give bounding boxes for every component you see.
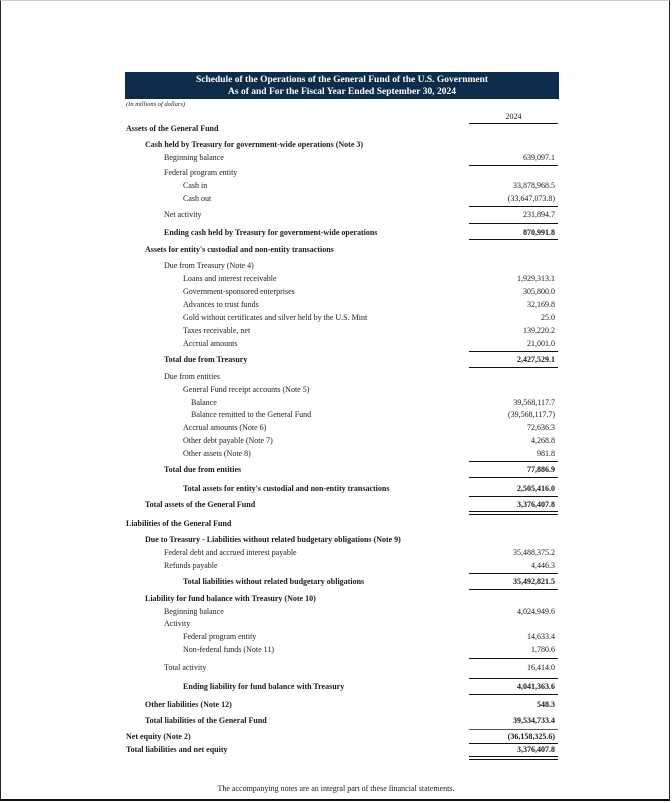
row-value: 39,568,117.7 [513,398,555,407]
table-row [1,560,671,572]
row-label: Accrual amounts [183,339,238,348]
row-label: Cash out [183,194,212,203]
row-value: 16,414.0 [527,663,555,672]
row-label: Activity [164,619,191,628]
row-label: Total due from Treasury [164,355,248,364]
underline [469,589,558,590]
row-value: 77,886.9 [527,465,555,474]
table-row [1,371,671,383]
table-row [1,167,671,179]
table-row [1,286,671,298]
table-row [1,448,671,460]
underline [469,223,558,224]
row-value: 14,633.4 [527,632,555,641]
row-label: Liabilities of the General Fund [126,519,232,528]
table-row [1,547,671,559]
row-label: Loans and interest receivable [183,274,277,283]
subsection-heading-fund-balance [1,593,671,605]
row-label: Total due from entities [164,465,242,474]
row-value: 870,991.8 [523,228,555,237]
double-underline [469,756,558,760]
row-value: 39,534,733.4 [513,716,555,725]
table-row [1,662,671,674]
row-value: 33,878,968.5 [513,181,555,190]
row-value: 3,376,407.8 [517,500,555,509]
row-label: Total liabilities without related budgetary obligations [183,577,365,586]
row-label: Total assets of the General Fund [145,500,256,509]
table-row [1,299,671,311]
table-row [1,193,671,205]
footer-note: The accompanying notes are an integral part of these financial statements. [217,784,455,793]
underline [469,678,558,679]
table-row [1,325,671,337]
row-label: Net equity (Note 2) [126,732,191,741]
row-value: 35,488,375.2 [513,548,555,557]
table-row [1,699,671,711]
row-label: Beginning balance [164,607,224,616]
row-label: Net activity [164,210,202,219]
table-row [1,273,671,285]
row-label: Government-sponsored enterprises [183,287,295,296]
double-underline [469,511,558,515]
row-value: 1,780.6 [531,645,555,654]
row-value: 4,024,949.6 [517,607,555,616]
row-value: (36,158,325.6) [507,732,555,741]
underline [469,461,558,462]
underline [469,239,558,240]
row-label: Cash in [183,181,208,190]
row-label: Federal debt and accrued interest payable [164,548,297,557]
underline [469,694,558,695]
column-header-year: 2024 [469,112,558,124]
section-heading-assets [1,123,671,135]
row-value: 2,427,529.1 [517,355,555,364]
row-value: 25.0 [541,313,555,322]
row-label: Liability for fund balance with Treasury (Note 10) [145,594,316,603]
row-value: (33,647,073.8) [507,194,555,203]
row-label: Beginning balance [164,153,224,162]
row-label: Balance [191,398,217,407]
row-value: 3,376,407.8 [517,745,555,754]
row-label: Total assets for entity's custodial and non-entity transactions [183,484,390,493]
table-row [1,152,671,164]
underline [469,367,558,368]
underline [469,496,558,497]
page-title: Schedule of the Operations of the General Fund of the U.S. Government [195,75,489,85]
table-row [1,312,671,324]
underline [469,165,558,166]
row-value: 32,169.8 [527,300,555,309]
row-value: 139,220.2 [523,326,555,335]
row-label: Assets of the General Fund [126,124,219,133]
table-row-total [1,681,671,693]
row-value: 4,446.3 [531,561,555,570]
row-label: Taxes receivable, net [183,326,251,335]
table-row [1,209,671,221]
row-label: Total activity [164,663,207,672]
table-row [1,397,671,409]
subsection-heading-cash [1,139,671,151]
table-row-grand-total [1,744,671,756]
row-label: Cash held by Treasury for government-wide operations (Note 3) [145,140,364,149]
row-value: (39,568,117.7) [507,410,555,419]
title-banner [125,72,559,99]
row-label: Other assets (Note 8) [183,449,251,458]
page-subtitle: As of and For the Fiscal Year Ended September 30, 2024 [228,87,456,97]
table-row-total [1,464,671,476]
row-label: Federal program entity [183,632,257,641]
table-row-total [1,483,671,495]
row-label: Total liabilities of the General Fund [145,716,267,725]
row-label: Ending liability for fund balance with Treasury [183,682,345,691]
table-row-grand-total [1,499,671,511]
row-label: Total liabilities and net equity [126,745,228,754]
row-label: Other liabilities (Note 12) [145,700,232,709]
row-label: Federal program entity [164,168,238,177]
underline [469,351,558,352]
row-value: 639,097.1 [523,153,555,162]
table-row [1,338,671,350]
row-label: Assets for entity's custodial and non-entity transactions [145,245,334,254]
table-row [1,260,671,272]
table-row [1,731,671,743]
row-label: Due to Treasury - Liabilities without related budgetary obligations (Note 9) [145,535,401,544]
row-value: 548.3 [537,700,555,709]
table-row [1,409,671,421]
row-value: 2,505,416.0 [517,484,555,493]
row-label: Balance remitted to the General Fund [191,410,312,419]
table-row [1,435,671,447]
subsection-heading-custodial [1,244,671,256]
row-label: Other debt payable (Note 7) [183,436,273,445]
row-value: 72,636.3 [527,423,555,432]
table-row [1,180,671,192]
underline [469,206,558,207]
row-value: 981.8 [537,449,555,458]
underline [469,658,558,659]
row-label: General Fund receipt accounts (Note 5) [183,385,310,394]
table-row-total [1,576,671,588]
row-label: Accrual amounts (Note 6) [183,423,267,432]
row-label: Advances to trust funds [183,300,259,309]
table-row [1,618,671,630]
row-label: Ending cash held by Treasury for government-wide operations [164,228,378,237]
table-row-total [1,227,671,239]
row-value: 231,894.7 [523,210,555,219]
table-row [1,606,671,618]
row-label: Due from Treasury (Note 4) [164,261,254,270]
row-label: Gold without certificates and silver held by the U.S. Mint [183,313,368,322]
row-value: 21,001.0 [527,339,555,348]
table-row-total [1,715,671,727]
row-label: Refunds payable [164,561,218,570]
underline [469,729,558,730]
table-row [1,644,671,656]
row-label: Non-federal funds (Note 11) [183,645,275,654]
row-value: 305,800.0 [523,287,555,296]
row-value: 1,929,313.1 [517,274,555,283]
subsection-heading-due-to-treasury [1,534,671,546]
row-label: Due from entities [164,372,220,381]
row-value: 4,041,363.6 [517,682,555,691]
underline [469,573,558,574]
underline [469,477,558,478]
section-heading-liabilities [1,518,671,530]
table-row-total [1,354,671,366]
units-note: (In millions of dollars) [126,101,186,108]
table-row [1,422,671,434]
row-value: 35,492,821.5 [513,577,555,586]
table-row [1,631,671,643]
row-value: 4,268.8 [531,436,555,445]
table-row [1,384,671,396]
